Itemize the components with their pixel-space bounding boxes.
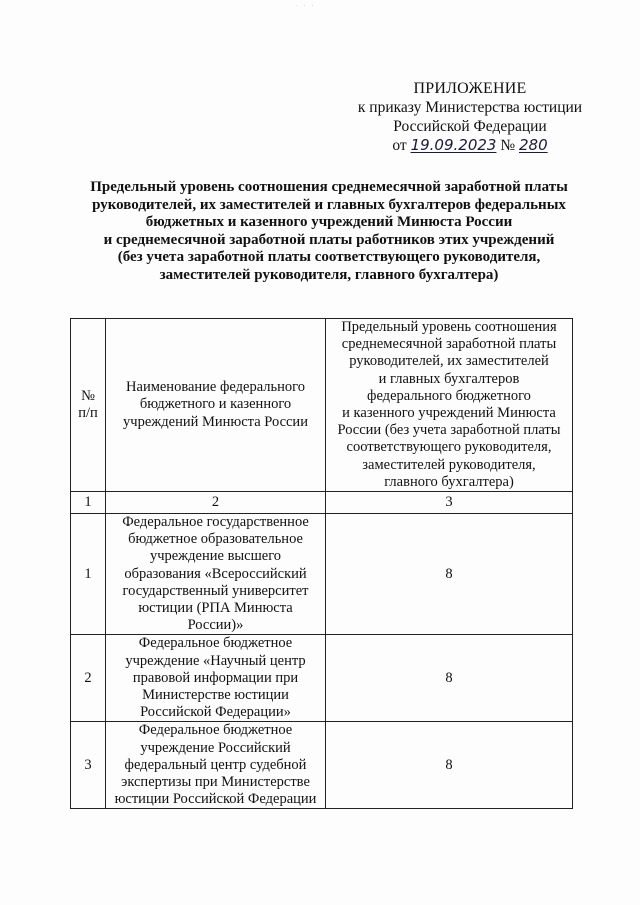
institution-name-line: Федеральное государственное: [122, 514, 309, 531]
header-ratio-line: заместителей руководителя,: [362, 456, 536, 473]
number-prefix: №: [500, 137, 516, 154]
institution-name: [106, 722, 326, 809]
header-ratio-line: России (без учета заработной платы: [337, 422, 561, 439]
column-number: 1: [71, 492, 106, 514]
institution-name-line: учреждение Российский: [140, 739, 291, 756]
institution-name-line: экспертизы при Министерстве: [121, 774, 310, 791]
header-ratio-line: и казенного учреждений Минюста: [342, 405, 556, 422]
institution-name-line: Министерстве юстиции: [142, 687, 289, 704]
institution-name-line: правовой информации при: [132, 669, 299, 686]
table-row: [71, 722, 573, 809]
date-prefix: от: [392, 137, 407, 154]
handwritten-number: 280: [519, 136, 548, 154]
institution-name-line: учреждение «Научный центр: [125, 652, 306, 669]
table-row: [71, 514, 573, 635]
header-name-line: Наименование федерального: [126, 379, 305, 396]
institution-name-line: России)»: [187, 617, 244, 634]
salary-ratio-table: [70, 318, 573, 809]
header-ratio-line: федерального бюджетного: [367, 387, 531, 404]
row-number: 2: [71, 635, 106, 722]
institution-name-line: федеральный центр судебной: [124, 756, 307, 773]
ratio-value: 8: [326, 635, 573, 722]
institution-name-line: юстиции (РПА Минюста: [138, 600, 293, 617]
header-ratio-line: руководителей, их заместителей: [349, 353, 549, 370]
appendix-federation-line: Российской Федерации: [393, 118, 547, 135]
column-number-row: [71, 492, 573, 514]
row-number: 3: [71, 722, 106, 809]
institution-name-line: Федеральное бюджетное: [138, 722, 293, 739]
heading-line: и среднемесячной заработной платы работников этих учреждений: [103, 231, 555, 248]
header-num-line: №: [81, 387, 95, 404]
column-number: 3: [326, 492, 573, 514]
institution-name: [106, 514, 326, 635]
institution-name-line: учреждение высшего: [149, 548, 282, 565]
appendix-block: [340, 79, 600, 155]
column-number: 2: [106, 492, 326, 514]
header-name-line: учреждений Минюста России: [123, 413, 308, 430]
ratio-value: 8: [326, 722, 573, 809]
row-number: 1: [71, 514, 106, 635]
table-row: [71, 635, 573, 722]
header-ratio-line: главного бухгалтера): [384, 473, 514, 490]
institution-name-line: Федеральное бюджетное: [138, 635, 293, 652]
table-header-row: [71, 319, 573, 492]
header-name: [106, 319, 326, 492]
ratio-value: 8: [326, 514, 573, 635]
document-heading: [60, 179, 598, 285]
scan-artifact: · · ·: [295, 2, 316, 10]
institution-name: [106, 635, 326, 722]
header-name-line: бюджетного и казенного: [139, 396, 292, 413]
header-num-line: п/п: [78, 405, 98, 422]
handwritten-date: 19.09.2023: [410, 136, 497, 154]
institution-name-line: образования «Всероссийский: [124, 565, 307, 582]
appendix-order-line: к приказу Министерства юстиции: [357, 99, 583, 116]
header-num: [71, 319, 106, 492]
institution-name-line: Российской Федерации»: [140, 704, 291, 721]
heading-line: руководителей, их заместителей и главных бухгалтеров федеральных: [92, 196, 566, 213]
header-ratio-line: Предельный уровень соотношения: [341, 319, 557, 335]
heading-line: (без учета заработной платы соответствующего руководителя,: [117, 249, 541, 266]
header-ratio-line: соответствующего руководителя,: [346, 439, 552, 456]
header-ratio-line: среднемесячной заработной платы: [341, 336, 557, 353]
header-ratio-line: и главных бухгалтеров: [378, 370, 520, 387]
heading-line: бюджетных и казенного учреждений Минюста России: [145, 214, 513, 231]
institution-name-line: юстиции Российской Федерации: [114, 791, 317, 808]
institution-name-line: государственный университет: [122, 582, 309, 599]
heading-line: Предельный уровень соотношения среднемесячной заработной платы: [90, 179, 568, 195]
header-ratio: [326, 319, 573, 492]
appendix-date-line: [340, 136, 600, 155]
institution-name-line: бюджетное образовательное: [128, 531, 303, 548]
heading-line: заместителей руководителя, главного бухгалтера): [159, 266, 499, 283]
appendix-title: ПРИЛОЖЕНИЕ: [413, 80, 527, 97]
